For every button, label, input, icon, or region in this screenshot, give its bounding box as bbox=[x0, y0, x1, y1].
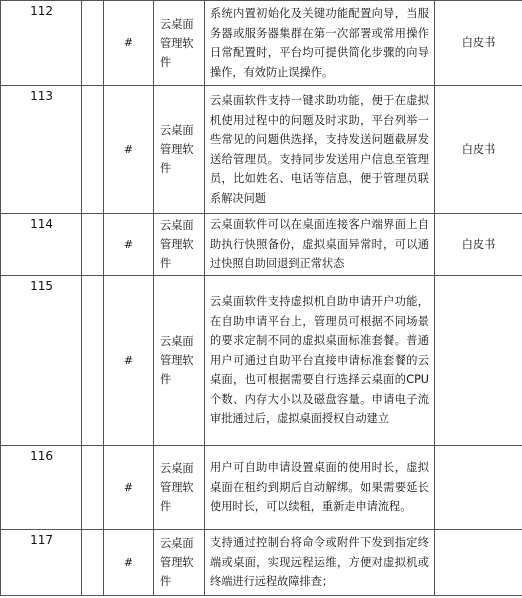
row-category: 云桌面管理软件 bbox=[154, 1, 205, 86]
row-description: 用户可自助申请设置桌面的使用时长，虚拟桌面在租约到期后自动解绑。如果需要延长使用时长，可以续租，重新走申请流程。 bbox=[205, 446, 435, 530]
row-description: 系统内置初始化及关键功能配置向导，当服务器或服务器集群在第一次部署或常用操作日常配置时，平台均可提供简化步骤的向导操作，有效防止误操作。 bbox=[205, 1, 435, 86]
row-mark: # bbox=[104, 86, 154, 214]
table-row bbox=[1, 446, 522, 530]
row-description: 云桌面软件可以在桌面连接客户端界面上自助执行快照备份，虚拟桌面异常时，可以通过快照自助回退到正常状态 bbox=[205, 214, 435, 276]
row-category: 云桌面管理软件 bbox=[154, 446, 205, 530]
row-category: 云桌面管理软件 bbox=[154, 530, 205, 596]
row-number: 112 bbox=[1, 1, 82, 86]
row-source bbox=[435, 530, 522, 596]
row-mark: # bbox=[104, 276, 154, 446]
row-category: 云桌面管理软件 bbox=[154, 214, 205, 276]
table-row bbox=[1, 530, 522, 596]
row-source: 白皮书 bbox=[435, 86, 522, 214]
table-row bbox=[1, 276, 522, 446]
row-description: 支持通过控制台将命令或附件下发到指定终端或桌面，实现远程运维，方便对虚拟机或终端进行远程故障排查； bbox=[205, 530, 435, 596]
table-row bbox=[1, 86, 522, 214]
row-number: 113 bbox=[1, 86, 82, 214]
row-category: 云桌面管理软件 bbox=[154, 276, 205, 446]
row-category: 云桌面管理软件 bbox=[154, 86, 205, 214]
row-number: 114 bbox=[1, 214, 82, 276]
table-row bbox=[1, 214, 522, 276]
row-mark: # bbox=[104, 1, 154, 86]
table-row bbox=[1, 1, 522, 86]
row-source: 白皮书 bbox=[435, 1, 522, 86]
row-number: 115 bbox=[1, 276, 82, 446]
row-mark: # bbox=[104, 530, 154, 596]
row-number: 116 bbox=[1, 446, 82, 530]
row-mark: # bbox=[104, 446, 154, 530]
row-source bbox=[435, 276, 522, 446]
row-mark: # bbox=[104, 214, 154, 276]
row-description: 云桌面软件支持虚拟机自助申请开户功能，在自助申请平台上，管理员可根据不同场景的要求定制不同的虚拟桌面标准套餐。普通用户可通过自助平台直接申请标准套餐的云桌面，也可根据需要自行选择云桌面的CPU个数、内存大小以及磁盘容量。申请电子流审批通过后，虚拟桌面授权自动建立 bbox=[205, 276, 435, 446]
row-description: 云桌面软件支持一键求助功能，便于在虚拟机使用过程中的问题及时求助，平台列举一些常见的问题供选择，支持发送问题截屏发送给管理员。支持同步发送用户信息至管理员，比如姓名、电话等信息，便于管理员联系解决问题 bbox=[205, 86, 435, 214]
row-source: 白皮书 bbox=[435, 214, 522, 276]
row-number: 117 bbox=[1, 530, 82, 596]
row-source bbox=[435, 446, 522, 530]
